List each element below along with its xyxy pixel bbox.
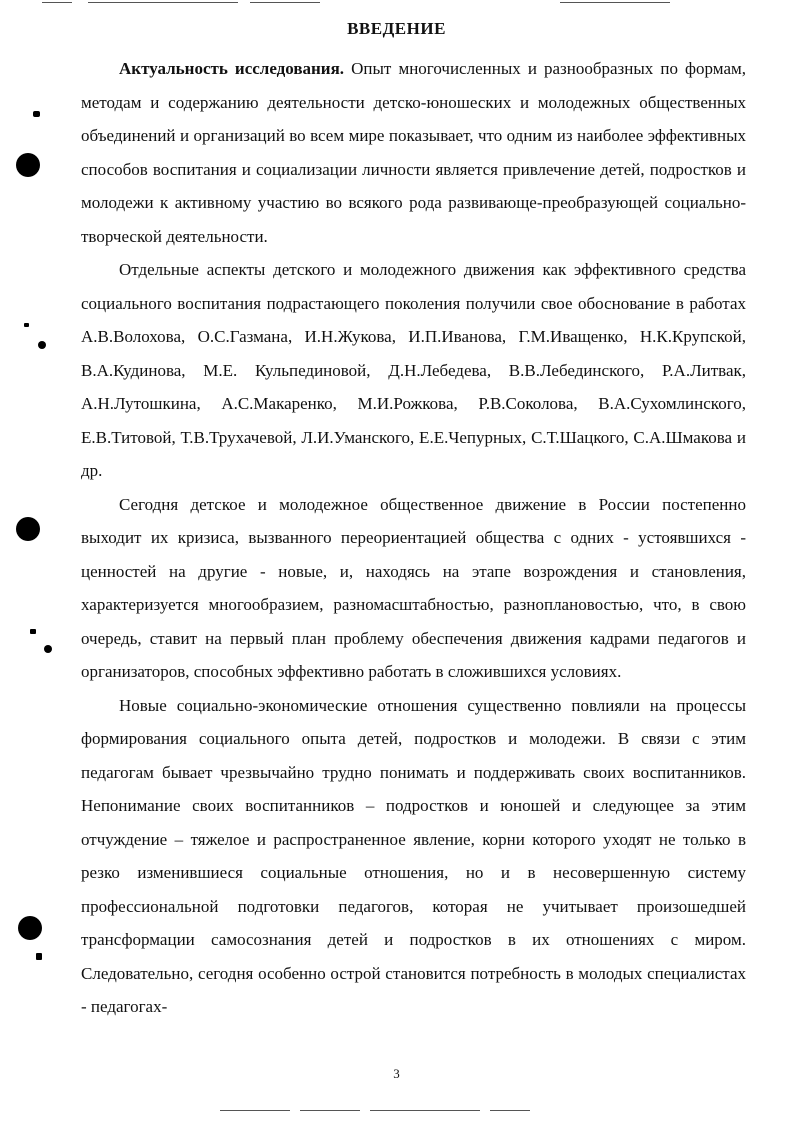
paragraph-lead: Актуальность исследования. [119, 59, 345, 78]
punch-hole [16, 517, 40, 541]
scan-speck [36, 953, 42, 960]
scan-speck [38, 341, 46, 349]
paragraph-text: Сегодня детское и молодежное общественное движение в России постепенно выходит их кризиса, вызванного переориентацией общества с одних - устоявшихся - ценностей на другие - новые, и, находясь на этапе возрождения и становления, характеризуется многообразием, разномасштабностью, разноплановостью, что, в свою очередь, ставит на первый план проблему обеспечения движения кадрами педагогов и организаторов, способных эффективно работать в сложившихся условиях. [81, 494, 746, 681]
paragraph [81, 689, 746, 1024]
scan-edge-top [250, 2, 320, 3]
scan-edge-top [42, 2, 72, 3]
paragraph-text: Опыт многочисленных и разнообразных по формам, методам и содержанию деятельности детско-юношеских и молодежных общественных объединений и организаций во всем мире показывает, что одним из наиболее эффективных способов воспитания и социализации личности является привлечение детей, подростков и молодежи к активному участию во всякого рода развивающе-преобразующей социально-творческой деятельности. [81, 59, 746, 246]
paragraph-text: Новые социально-экономические отношения существенно повлияли на процессы формирования социального опыта детей, подростков и молодежи. В связи с этим педагогам бывает чрезвычайно трудно понимать и поддерживать своих воспитанников. Непонимание своих воспитанников – подростков и юношей и следующее за этим отчуждение – тяжелое и распространенное явление, корни которого уходят не только в резко изменившиеся социальные отношения, но и в несовершенную систему профессиональной подготовки педагогов, которая не учитывает произошедшей трансформации самосознания детей и подростков в их отношениях с миром. Следовательно, сегодня особенно острой становится потребность в молодых специалистах - педагогах- [81, 695, 746, 1016]
scan-edge-bottom [370, 1110, 480, 1111]
scan-edge-bottom [220, 1110, 290, 1111]
page-number: 3 [393, 1066, 400, 1081]
scan-edge-bottom [490, 1110, 530, 1111]
scan-speck [24, 323, 29, 327]
paragraph [81, 52, 746, 253]
paragraph [81, 253, 746, 488]
page-title: ВВЕДЕНИЕ [347, 19, 446, 38]
punch-hole [16, 153, 40, 177]
document-body [81, 52, 746, 1024]
scan-speck [30, 629, 36, 634]
scan-speck [44, 645, 52, 653]
punch-hole [18, 916, 42, 940]
scan-edge-top [88, 2, 238, 3]
paragraph-text: Отдельные аспекты детского и молодежного движения как эффективного средства социального воспитания подрастающего поколения получили свое обоснование в работах А.В.Волохова, О.С.Газмана, И.Н.Жукова, И.П.Иванова, Г.М.Иващенко, Н.К.Крупской, В.А.Кудинова, М.Е. Кульпединовой, Д.Н.Лебедева, В.В.Лебединского, Р.А.Литвак, А.Н.Лутошкина, А.С.Макаренко, М.И.Рожкова, Р.В.Соколова, В.А.Сухомлинского, Е.В.Титовой, Т.В.Трухачевой, Л.И.Уманского, Е.Е.Чепурных, С.Т.Шацкого, С.А.Шмакова и др. [81, 260, 746, 480]
scan-edge-top [560, 2, 670, 3]
scan-speck [33, 111, 40, 117]
paragraph [81, 488, 746, 689]
scan-edge-bottom [300, 1110, 360, 1111]
